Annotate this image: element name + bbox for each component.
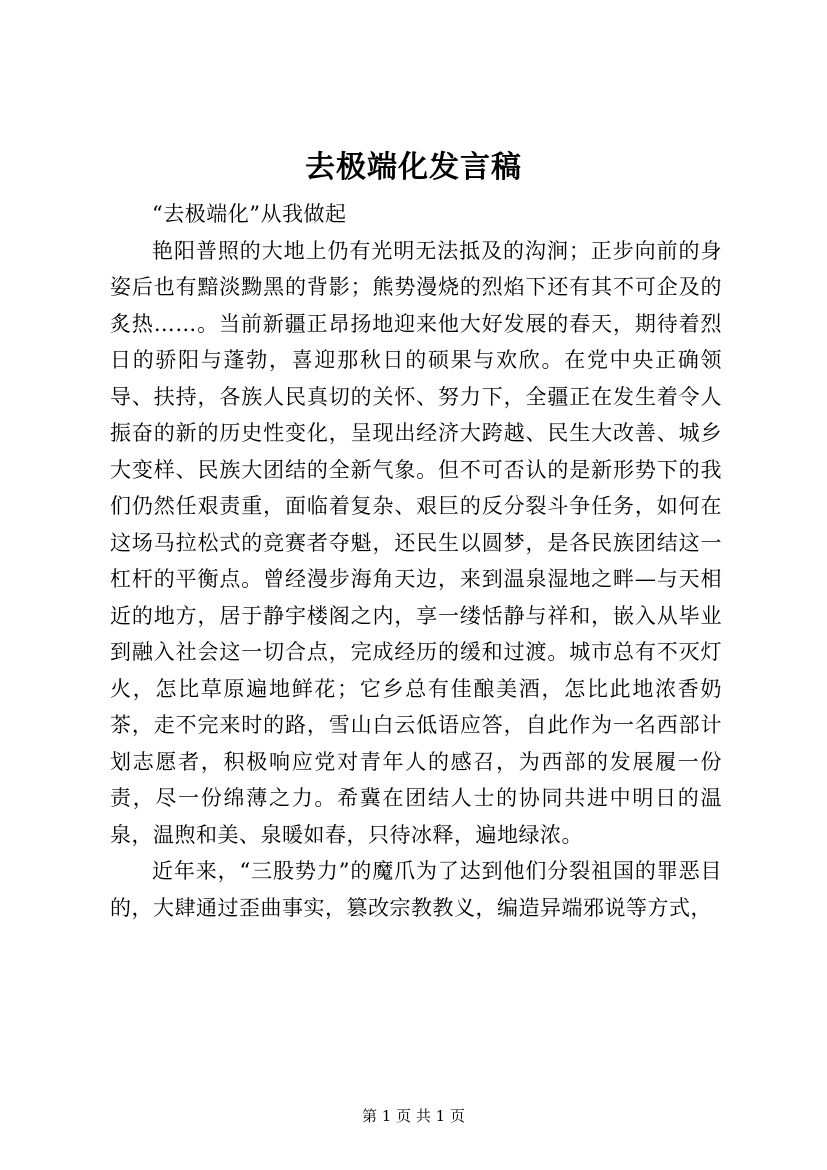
document-title: 去极端化发言稿: [305, 150, 522, 185]
page-footer: 第 1 页 共 1 页: [362, 1107, 465, 1125]
document-subtitle: “去极端化”从我做起: [152, 202, 347, 226]
body-paragraph-2: 近年来，“三股势力”的魔爪为了达到他们分裂祖国的罪恶目的，大肆通过歪曲事实，篡改宗教教义，编造异端邪说等方式，: [110, 859, 722, 920]
body-paragraph-1: 艳阳普照的大地上仍有光明无法抵及的沟涧；正步向前的身姿后也有黯淡黝黑的背影；熊势漫烧的烈焰下还有其不可企及的炙热……。当前新疆正昂扬地迎来他大好发展的春天，期待着烈日的骄阳与蓬勃，喜迎那秋日的硕果与欢欣。在党中央正确领导、扶持，各族人民真切的关怀、努力下，全疆正在发生着令人振奋的新的历史性变化，呈现出经济大跨越、民生大改善、城乡大变样、民族大团结的全新气象。但不可否认的是新形势下的我们仍然任艰责重，面临着复杂、艰巨的反分裂斗争任务，如何在这场马拉松式的竞赛者夺魁，还民生以圆梦，是各民族团结这一杠杆的平衡点。曾经漫步海角天边，来到温泉湿地之畔—与天相近的地方，居于静宇楼阁之内，享一缕恬静与祥和，嵌入从毕业到融入社会这一切合点，完成经历的缓和过渡。城市总有不灭灯火，怎比草原遍地鲜花；它乡总有佳酿美酒，怎比此地浓香奶茶，走不完来时的路，雪山白云低语应答，自此作为一名西部计划志愿者，积极响应党对青年人的感召，为西部的发展履一份责，尽一份绵薄之力。希冀在团结人士的协同共进中明日的温泉，温煦和美、泉暖如春，只待冰释，遍地绿浓。: [110, 238, 722, 847]
document-body: [110, 196, 722, 926]
